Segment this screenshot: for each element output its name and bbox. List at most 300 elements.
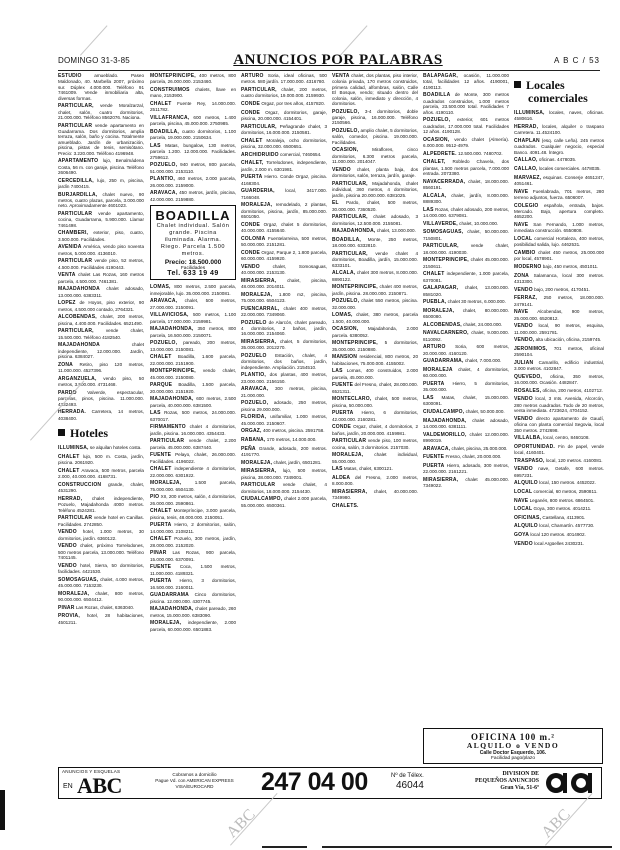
ad-text: Orgaz, por tres años, 4157820.: [261, 101, 325, 106]
ad-text: Torrelodones, independiente, jardín, 2.000 m. 6301981.: [241, 160, 327, 172]
ad-text: América, vendo piso noventa metros, 5.000.000. 4136010.: [58, 244, 144, 256]
classified-ad: [58, 314, 144, 326]
classified-ad: [423, 446, 509, 452]
classified-ad: [150, 508, 236, 520]
ad-keyword: ALQUILO: [514, 480, 538, 487]
ad-keyword: POZUELO,: [332, 298, 360, 305]
classified-ad: [514, 388, 604, 394]
ad-keyword: BALAPAGAR,: [423, 73, 458, 79]
ad-keyword: NAVE: [514, 222, 529, 228]
classified-ad: [241, 414, 327, 426]
ad-text: chalet, 80.000.000. 6500080.: [423, 307, 509, 320]
classified-ad: [514, 264, 604, 270]
ad-keyword: ORGAZ,: [241, 428, 262, 435]
classified-columns: [58, 73, 603, 763]
ad-keyword: PARTICULAR,: [332, 180, 368, 187]
ad-keyword: LAS: [423, 206, 434, 213]
ad-text: chalet 12.000.000. 8990019.: [423, 431, 509, 443]
watermark-text: ABC: [538, 806, 574, 842]
ad-keyword: VILLAVICIOSA,: [150, 312, 189, 319]
classified-ad: [514, 498, 604, 504]
classified-ad: [423, 418, 509, 430]
classified-ad: [423, 395, 509, 407]
ad-text: locales, alquiler o traspaso Carretera. 11.4524100.: [514, 124, 604, 136]
ad-keyword: MORALEJA: [423, 367, 453, 373]
ad-keyword: MAJADAHONDA: [58, 286, 100, 293]
ad-text: chalet 400 metros, jardín, piscina. 28.000.000. 2150871.: [332, 284, 418, 296]
ad-text: Fin de papel, vende local, 4160401.: [514, 443, 604, 456]
ad-text: 600 metros, 2.500 parcela, 40.000.000. 6381500.: [150, 396, 236, 408]
ad-keyword: LOPEZ: [58, 300, 76, 307]
column-6: [514, 73, 604, 763]
classified-ad: [150, 606, 236, 618]
ad-text: chalet, 50.000.000. 7150801.: [423, 229, 509, 241]
classified-ad: [150, 522, 236, 534]
ad-keyword: CONSTRUCCION: [58, 481, 102, 488]
classified-ad: [423, 381, 509, 393]
ad-text: Hierro, 5 dormitorios, 35.000.000.: [423, 381, 509, 393]
classified-ad: [150, 162, 236, 174]
ad-text: Fuenlabrada, 701 metros, 280 terreno adjuntos, fuerza. 6506007.: [514, 188, 604, 200]
page-header: [58, 52, 600, 71]
ad-text: Carretera, 14 metros, 4038400.: [58, 409, 144, 421]
ad-keyword: PARTICULAR,: [58, 328, 94, 335]
ad-keyword: PARTICULAR: [58, 122, 93, 129]
ad-text: chalet, 40.000.000. 7349980.: [332, 488, 418, 501]
classified-ad: [241, 482, 327, 494]
ad-keyword: CALLAO,: [514, 166, 538, 172]
classified-ad: [514, 295, 604, 307]
classified-ad: [150, 73, 236, 85]
classified-ad: [150, 536, 236, 548]
ad-text: Rozas, chalet adosado, 200 metros, 14.000.000. 6379081.: [423, 206, 509, 219]
ad-keyword: NAVALCARNERO,: [423, 330, 469, 337]
ad-keyword: MIRASIERRA,: [332, 488, 368, 495]
ad-keyword: MAJADAHONDA: [58, 342, 100, 349]
ad-keyword: MONTEPRINCIPE,: [150, 73, 196, 79]
classified-ad: [58, 300, 144, 312]
ad-text: Hierro, adosado, 300 metros, 22.000.000. 2161221.: [423, 462, 509, 475]
classified-ad: [514, 203, 604, 220]
classified-ad: [332, 466, 418, 472]
classified-ad: [423, 193, 509, 205]
ad-keyword: PARTICULAR,: [332, 250, 368, 257]
ad-keyword: VENDO: [514, 540, 533, 547]
ad-text: chalet, 10.000.000.: [459, 220, 499, 226]
ad-text: Orgaz, chalet, 4 dormitorios, 2 baños, jardín, 20.000.000. 4159981.: [332, 424, 418, 436]
classified-ad: [332, 214, 418, 226]
ad-text: Majadahonda, chalet individual, 360 metros, 4 dormitorios, jardín, piscina 20.000.000. 6381025.: [332, 180, 418, 198]
ad-keyword: PARTICULAR: [241, 482, 276, 489]
classified-ad: [423, 308, 509, 320]
ad-text: Coca, 1.500 metros, 11.000.000. 4189321.: [150, 564, 236, 576]
ad-keyword: ARTURO: [423, 344, 446, 351]
ad-text: chalet adosado, 13.000.000. 6383311.: [58, 286, 144, 298]
classified-ad: [332, 382, 418, 394]
ad-text: exterior, 601 metros cuadrados, 17.000.000 total. Facilidades 12 años. 4190128.: [423, 117, 509, 135]
ad-keyword: SOMOSAGUAS,: [423, 229, 464, 236]
ad-keyword: PARTICULAR: [58, 211, 93, 218]
ad-keyword: PUERTA: [241, 174, 263, 181]
ad-keyword: APARTAMENTO: [58, 158, 99, 165]
ad-keyword: PARDO: [58, 389, 77, 396]
ad-text: chalet, 24.000.000.: [463, 321, 503, 327]
ad-keyword: POZUELO,: [332, 128, 360, 135]
classified-ad: [332, 312, 418, 324]
ad-keyword: COLONIA: [241, 235, 266, 242]
ad-text: bajo, 450 metros, 4501011.: [542, 264, 599, 269]
ad-text: chalets, llave en mano, 2153900.: [150, 87, 236, 99]
classified-ad: [332, 503, 418, 509]
classified-ad: [241, 353, 327, 370]
classified-ad: [514, 396, 604, 413]
ad-text: chalet Las Rozas, 160 metros parcela, 4.500.000. 7461381.: [58, 272, 144, 284]
ad-text: chalet 300 metros, 8.000.000. 8890122.: [332, 270, 418, 282]
classified-ad: [332, 396, 418, 408]
ad-text: del Fresno, chalet, 28.000.000. 6521311.: [332, 382, 418, 394]
ad-text: dos plantas, 400 metros, 23.000.000. 2156150.: [241, 372, 327, 384]
bottom-rule: [262, 846, 307, 848]
ad-text: Aravaca, 500 metros, parcela 2.000, 40.000.000. 4168731.: [58, 467, 144, 480]
ad-text: local Argüelles 2430231.: [534, 540, 585, 546]
classified-ad: [58, 286, 144, 298]
ad-text: bajo, 200 metros, 4170451.: [534, 286, 590, 292]
ad-text: residencial, 800 metros, 20 habitaciones, 75.000.000. 4155002.: [332, 354, 418, 366]
classified-ad: [241, 306, 327, 318]
ad-keyword: OFICINAS,: [514, 514, 542, 521]
ad-keyword: BOADILLA,: [332, 236, 362, 243]
ad-keyword: ALCALA,: [332, 270, 356, 277]
classified-ad: [514, 346, 604, 358]
classified-ad: [514, 273, 604, 285]
ad-keyword: JERONIMOS,: [514, 345, 548, 352]
ad-keyword: HERRAD,: [58, 495, 83, 502]
ad-keyword: OCASION,: [332, 326, 359, 333]
ad-text: de Hoyos, piso exterior, 90 metros, 4.500.000 contado, 2764321.: [58, 300, 144, 312]
ad-keyword: BOADILLA: [423, 92, 451, 99]
ad-keyword: AVENIDA: [58, 244, 82, 251]
ad-keyword: MIRASIERRA,: [423, 476, 459, 483]
classified-ad: [423, 221, 509, 227]
classified-ad: [514, 541, 604, 547]
classified-ad: [514, 175, 604, 187]
ad-keyword: GUARDERIA,: [241, 188, 275, 195]
classified-ad: [332, 284, 418, 296]
ad-text: chalet, piscina, 25.000.000.: [451, 445, 508, 451]
section-title: Hoteles: [70, 426, 108, 441]
ad-text: ocasión, 11.000.000 total, facilidades 12 años. 4190001, 4190113.: [423, 73, 509, 90]
classified-ad: [423, 477, 509, 489]
classified-ad: [58, 543, 144, 560]
box-ad-phone: Tel. 633 19 49: [167, 270, 219, 278]
ad-text: Pelayo, chalet, 26.000.000. Facilidades. 4196022.: [150, 452, 236, 464]
ad-text: 400 metros, piscina. 2591758.: [262, 428, 325, 434]
ad-keyword: PUEBLA,: [423, 299, 447, 306]
classified-ad: [241, 428, 327, 434]
classified-ad: [150, 298, 236, 310]
box-ad-address: Calle Doctor Esquerdo, 106.: [479, 750, 547, 756]
classified-ad: [241, 110, 327, 122]
classified-ad: [58, 272, 144, 284]
ad-text: chalet 2.000 parcela, 55.000.000. 6500361.: [241, 496, 327, 508]
classified-ad: [150, 550, 236, 562]
payment-line: VISA/EUROCARD: [175, 783, 214, 789]
ad-keyword: FUENTE: [423, 454, 445, 461]
classified-ad: [332, 228, 418, 234]
ad-text: comercial, 60 metros, 2590811.: [533, 488, 598, 494]
ad-text: nave, Getafe, 600 metros. 6957231.: [514, 466, 604, 478]
classified-ad: [58, 158, 144, 175]
ad-keyword: VENTA: [58, 272, 76, 279]
classified-ad: [241, 339, 327, 351]
ad-text: chalet, jardín, 6501281.: [273, 459, 322, 465]
classified-ad: [514, 250, 604, 262]
ad-keyword: VILLAVERDE,: [423, 220, 458, 227]
ad-text: 500 metros, 1.100 parcela, 17.000.000. 2159981.: [150, 312, 236, 324]
ad-text: 250 metros, 18.000.000. 2479141.: [514, 295, 604, 307]
ad-text: 12.500.000. 7480702.: [457, 150, 503, 156]
ad-text: vende chalet 4 dormitorios, Boadilla, jardín, 15.000.000. 6333101.: [332, 250, 418, 268]
classified-ad: [332, 270, 418, 282]
ad-text: 701 metros, oficinal 2590104.: [514, 345, 604, 358]
ad-keyword: CHALET: [58, 467, 80, 474]
ad-keyword: PROVIA,: [58, 613, 80, 620]
classified-ad: [423, 179, 509, 191]
ad-keyword: MORALEJA,: [241, 202, 273, 209]
classified-ad: [150, 143, 236, 160]
ad-keyword: LOMAS,: [150, 284, 171, 291]
ad-keyword: VENDO: [58, 529, 77, 536]
classified-ad: [241, 202, 327, 219]
ad-keyword: SOMOSAGUAS,: [58, 576, 99, 583]
classified-ad: [58, 605, 144, 611]
classified-ad: [332, 128, 418, 145]
ad-keyword: CHALET: [150, 508, 172, 515]
classified-ad: [241, 372, 327, 384]
ad-keyword: VILLAFRANCA,: [150, 115, 190, 121]
ad-keyword: POZUELO: [241, 353, 267, 359]
classified-ad: [58, 591, 144, 603]
ad-text: Las Rozas, 900 parcela, 15.000.000. 6370091.: [150, 550, 236, 562]
ad-keyword: PARTICULAR: [150, 438, 185, 445]
square-bullet-icon: [58, 429, 65, 436]
ad-text: Miraflores, cinco dormitorios, 6.300 metros parcela, 11.000.000. 2014047.: [332, 147, 418, 165]
ad-keyword: NAVE: [514, 309, 529, 316]
classified-ad: [423, 92, 509, 115]
ad-keyword: FERRAZ,: [514, 295, 538, 302]
ad-keyword: VENDO: [241, 263, 260, 270]
ad-text: 940 metros, 800 parcela, 51.000.000. 2153110.: [150, 162, 236, 174]
classified-ad: [241, 188, 327, 200]
ad-text: se alquilan hoteles costa.: [89, 445, 142, 451]
ad-keyword: MONTEPRINCIPE,: [332, 340, 378, 347]
ad-text: directo apartamento de Gaudí, oficina con planta comercial Segovia, local 350 metros. 2742698.: [514, 415, 604, 433]
ad-text: comercial, 7460654.: [280, 151, 322, 157]
ad-text: oficina, 350 metros, 16.000.000. Ocasión. 4482847.: [514, 373, 604, 386]
ad-text: vende apartamento en Guadarrama. Dos dormitorios, amplia terraza, salón, baño y cocina. Totalmente amueblado. Jardín de urbanización, piscina, pistas de tenis, semisótano. Precio: 3.220.000. Teléfono 4196948.: [58, 122, 144, 156]
ad-keyword: OCASION,: [423, 136, 450, 143]
classified-ad: [150, 564, 236, 576]
ad-text: 3-4 dormitorios, doble garaje, piscina, 16.000.000. Teléfono 2150566.: [332, 108, 418, 126]
ad-text: chalet 450 metros, 25.000.000 por local, 4578901.: [514, 250, 604, 262]
classified-ad: [150, 382, 236, 394]
ad-text: Hierro, 2 dormitorios, salón, 14.000.000. 2108211.: [150, 522, 236, 534]
ad-text: lujo, 500 m. Costa, jardín, piscina. 2061920.: [58, 453, 144, 466]
classified-ad: [241, 124, 327, 136]
ad-keyword: PARTICULAR,: [423, 243, 459, 250]
classified-ad: [150, 438, 236, 450]
ad-keyword: CHALET: [150, 536, 172, 543]
ad-keyword: FIRMAMENTO: [150, 424, 186, 431]
ad-text: chalet, próximo Torrelodones, 500 metros parcela, 13.000.000. Teléfono 7401145.: [58, 543, 144, 560]
classified-ad: [150, 592, 236, 604]
ad-text: local, 90 metros, esquina, 11.000.000. 2591781.: [514, 323, 604, 335]
box-ad-price: Precio: 18.500.000: [164, 259, 222, 267]
ad-text: exterior, piso, cuatro, 3.500.000. Facilidades.: [58, 230, 144, 242]
ad-text: de Alarcón, chalet pareado, 4 dormitorios, 2 baños, jardín, 16.000.000. 2154060.: [241, 319, 327, 337]
classified-ad: [150, 620, 236, 632]
ad-text: vende chalet, 18.000.000. 4190030.: [423, 243, 509, 255]
classified-ad: [423, 137, 509, 149]
ad-text: chalet, jardín, 8.000.000. 8889300.: [423, 192, 509, 205]
classified-ad: [150, 312, 236, 324]
ad-text: chalet, 380 metros, parcela 1.500, 40.000.000.: [332, 312, 418, 324]
ad-text: locales comerciales. 4478035.: [538, 166, 601, 171]
division-info: [459, 771, 539, 791]
classified-ad: [514, 416, 604, 433]
ad-keyword: FLORIDA,: [241, 414, 267, 421]
box-ad-terms: Facilidad pago/plazo: [490, 756, 535, 761]
classified-ad: [150, 410, 236, 422]
ad-text: 450 metros, jardín, piscina, 42.000.000. 2159880.: [150, 190, 236, 202]
classified-ad: [423, 117, 509, 134]
ad-text: oficina, 200 metros, 4102712.: [542, 387, 603, 393]
classified-ad: [332, 489, 418, 501]
classified-ad: [332, 109, 418, 126]
division-address: Gran Vía, 51-6º: [500, 784, 539, 791]
ad-text: esquinas. Conserje 4651247, 4051461.: [514, 174, 604, 186]
ad-keyword: CHALET: [423, 271, 445, 278]
ad-keyword: VENDO: [514, 415, 533, 422]
classified-ad: [514, 222, 604, 234]
classified-ad: [150, 326, 236, 338]
classified-ad: [514, 124, 604, 136]
classified-ad: [58, 342, 144, 359]
ad-keyword: ARTURO: [241, 73, 264, 79]
ad-text: cuatro dormitorios, 1.100 parcela, 19.000.000. 2150634.: [150, 129, 236, 141]
ad-text: adosado, 250 metros, piscina 29.000.000.: [241, 400, 327, 412]
classified-ad: [423, 432, 509, 444]
ad-text: vende chalet, 15.500.000. Teléfono 4182540.: [58, 328, 144, 340]
page-number: A B C / 53: [553, 56, 600, 65]
ad-keyword: VENDO: [514, 396, 533, 403]
ad-text: chalet 45.000.000. 2150611.: [423, 257, 509, 269]
ad-text: Hierro. Conde Orgaz, piscina. 4168304.: [241, 174, 327, 186]
ad-keyword: LOCAL: [514, 506, 533, 513]
ad-text: Montepríncipe, 3.000 parcela, piscina, tenis, 48.000.000. 2150051.: [150, 508, 236, 520]
classified-ad: [58, 328, 144, 340]
ad-text: lujo, 500 metros, piscina, 38.000.000. 7349001.: [241, 468, 327, 480]
ad-keyword: MORALEJA,: [150, 480, 182, 487]
ad-keyword: ARGANZUELA,: [58, 375, 97, 382]
classified-ad: [58, 577, 144, 589]
classified-ad: [332, 354, 418, 366]
classified-ad: [423, 367, 509, 379]
page-title: ANUNCIOS POR PALABRAS: [233, 52, 443, 68]
ad-keyword: FUENCARRAL,: [241, 305, 280, 312]
classified-ad: [58, 244, 144, 256]
ad-keyword: MORALEJA,: [423, 307, 455, 314]
classified-ad: [514, 374, 604, 386]
ad-keyword: MAJADAHONDA,: [150, 326, 194, 333]
ad-text: Fuente Rey, 14.000.000. 2511782.: [150, 101, 236, 113]
ad-text: chalet 550 metros, piscina. 32.000.000.: [332, 298, 418, 310]
ad-keyword: MIRASIERRA,: [241, 277, 277, 284]
ad-keyword: VENDO: [514, 323, 533, 330]
ad-keyword: PLANTIO,: [241, 372, 266, 379]
ad-text: Grande, adosado, 200 metros. 4191770.: [241, 445, 327, 457]
ad-keyword: FUENTE: [332, 382, 354, 389]
ad-text: de Monte, 300 metros cuadrados construidos, 1.000 metros parcela, 23.500.000 total. Facilidades 7 años. 4190110.: [423, 92, 509, 115]
box-ad-subheadline: ALQUILO o VENDO: [466, 741, 560, 750]
ad-keyword: FUENTE: [150, 452, 172, 459]
classified-ad: [58, 515, 144, 527]
footer-ad-banner: [58, 767, 602, 799]
classified-ad: [423, 463, 509, 475]
ad-text: Lomas, 400 construidos, 2.000 parcela, 45.000.000.: [332, 368, 418, 380]
ad-keyword: CONDE: [332, 424, 352, 431]
ad-text: Castellana, 4113901.: [542, 514, 586, 520]
ad-keyword: OCASION,: [332, 147, 359, 154]
classified-ad: [150, 424, 236, 436]
classified-ad: [332, 438, 418, 450]
ad-keyword: MORALEJA,: [241, 459, 273, 466]
ad-keyword: NAVE: [514, 188, 529, 195]
ad-keyword: CHALET: [58, 453, 80, 460]
classified-ad: [332, 410, 418, 422]
classified-ad: [58, 178, 144, 190]
telex-label: Nº de Télex.: [391, 773, 424, 779]
section-title: Locales: [526, 78, 565, 92]
ad-text: Matas, chalet, 6300121.: [343, 466, 393, 472]
ad-keyword: POZUELO,: [150, 162, 178, 169]
classified-ad: [150, 87, 236, 99]
ad-keyword: ARAVACA,: [150, 298, 178, 305]
ad-keyword: BURJARDILLA,: [58, 191, 98, 198]
column-4: [332, 73, 418, 763]
classified-ad: [241, 101, 327, 107]
ad-keyword: MAJADAHONDA,: [150, 606, 194, 613]
ad-keyword: PIO: [150, 494, 160, 501]
ad-text: 460 metros, 2.000 parcela, 26.000.000. 2159000.: [150, 176, 236, 188]
ad-keyword: VENDO: [58, 543, 77, 550]
classified-ad: [150, 115, 236, 127]
classified-ad: [332, 452, 418, 464]
classified-ad: [423, 159, 509, 176]
ad-text: chalet 400 metros, 22.000.000. 7349060.: [241, 305, 327, 317]
ad-text: independiente 4 dormitorios, 22.000.000. 6301922.: [150, 466, 236, 478]
ad-keyword: ZONA: [58, 361, 73, 368]
ad-text: Monte, 250 metros, 18.000.000. 6332810.: [332, 236, 418, 249]
ad-keyword: MORALEJA,: [332, 452, 364, 459]
ad-keyword: TRASPASO,: [514, 457, 545, 464]
ad-text: vende hotel en Canillas. Facilidades. 2742850.: [58, 515, 144, 527]
ad-keyword: VENDO: [514, 466, 533, 473]
ad-keyword: ALDEA: [332, 474, 351, 481]
column-2: [150, 73, 236, 763]
classified-ad: [514, 532, 604, 538]
classified-ad: [514, 157, 604, 163]
